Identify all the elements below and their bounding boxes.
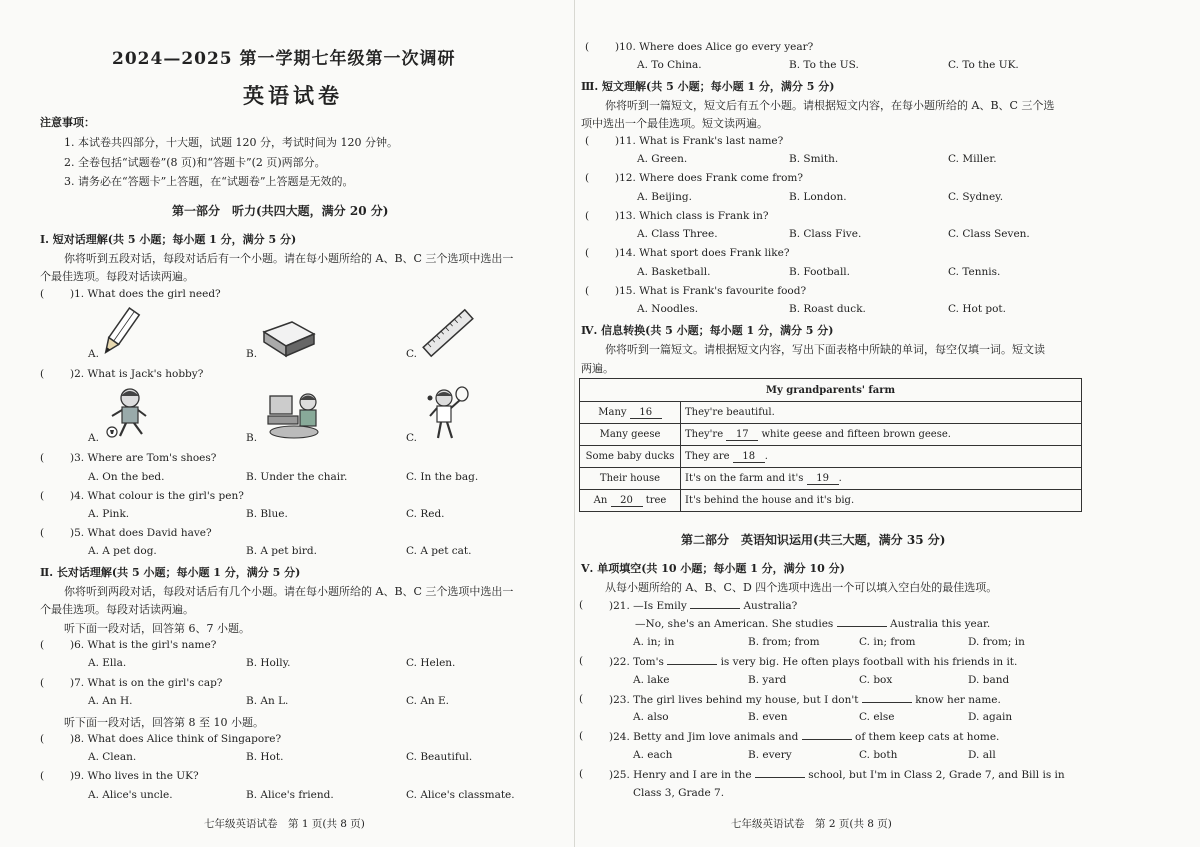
answer-paren[interactable]: (	[40, 452, 45, 464]
question-3: )3. Where are Tom's shoes?	[70, 452, 217, 464]
option-a: A. On the bed.	[88, 471, 165, 483]
option-c: C. Miller.	[948, 153, 997, 165]
question-13: )13. Which class is Frank in?	[615, 210, 769, 222]
exam-title: 2024—2025 第一学期七年级第一次调研	[112, 49, 456, 69]
option-c: C. A pet cat.	[406, 545, 472, 557]
answer-paren[interactable]: (	[585, 247, 590, 259]
answer-paren[interactable]: (	[585, 135, 590, 147]
question-9: )9. Who lives in the UK?	[70, 770, 199, 782]
blank-16[interactable]: 16	[630, 407, 662, 419]
question-1: )1. What does the girl need?	[70, 288, 221, 300]
question-21-text-2-cont: Australia this year.	[889, 618, 991, 630]
blank-line[interactable]	[667, 655, 717, 665]
question-21-text-2: —No, she's an American. She studies	[635, 618, 834, 630]
option-a: A. Class Three.	[637, 228, 718, 240]
row-value: They're beautiful.	[681, 402, 1082, 424]
row-value: They are	[685, 450, 730, 462]
section3-instruction-cont: 项中选出一个最佳选项。短文读两遍。	[581, 117, 768, 130]
question-25-text: )25. Henry and I are in the	[609, 769, 752, 781]
part1-heading: 第一部分 听力(共四大题，满分 20 分)	[172, 204, 389, 218]
right-page	[574, 0, 1200, 847]
option-c: C. both	[859, 749, 898, 761]
question-23-text: )23. The girl lives behind my house, but I don't	[609, 694, 859, 706]
option-a: A. An H.	[88, 695, 133, 707]
option-c: C. in; from	[859, 636, 916, 648]
option-b: B. yard	[748, 674, 787, 686]
row-value: It's on the farm and it's	[685, 472, 804, 484]
section2-sub1: 听下面一段对话，回答第 6、7 小题。	[64, 622, 250, 635]
answer-paren[interactable]: (	[40, 490, 45, 502]
question-21-text-cont: Australia?	[743, 600, 798, 612]
option-a: A. Ella.	[88, 657, 127, 669]
table-row	[580, 424, 1082, 446]
section2-sub2: 听下面一段对话，回答第 8 至 10 小题。	[64, 716, 264, 729]
row-value-cont: white geese and fifteen brown geese.	[761, 428, 951, 440]
option-a: A. Green.	[637, 153, 688, 165]
option-b: B. Blue.	[246, 508, 288, 520]
tennis-boy-icon	[424, 386, 470, 442]
question-25-text-cont: school, but I'm in Class 2, Grade 7, and Bill is in	[808, 769, 1065, 781]
question-24-text-cont: of them keep cats at home.	[855, 731, 1000, 743]
section4-instruction: 你将听到一篇短文。请根据短文内容，写出下面表格中所缺的单词，每空仅填一词。短文读	[605, 343, 1045, 356]
question-12: )12. Where does Frank come from?	[615, 172, 804, 184]
option-b: B. To the US.	[789, 59, 859, 71]
option-c: C. To the UK.	[948, 59, 1019, 71]
question-25	[609, 768, 1065, 781]
option-c: C. Tennis.	[948, 266, 1001, 278]
answer-paren[interactable]: (	[40, 677, 45, 689]
option-b: B. every	[748, 749, 792, 761]
answer-paren[interactable]: (	[579, 768, 584, 780]
option-a: A. To China.	[637, 59, 702, 71]
question-10: )10. Where does Alice go every year?	[615, 41, 814, 53]
row-label: Some baby ducks	[580, 446, 681, 468]
option-b: B. Alice's friend.	[246, 789, 334, 801]
question-22-text-cont: is very big. He often plays football with his friends in it.	[720, 656, 1018, 668]
page-footer: 七年级英语试卷 第 1 页(共 8 页)	[204, 818, 365, 830]
answer-paren[interactable]: (	[40, 770, 45, 782]
option-a: A. Clean.	[88, 751, 137, 763]
option-c: C. Helen.	[406, 657, 456, 669]
option-letter: A.	[88, 432, 99, 444]
question-21	[609, 599, 797, 612]
option-b: B. A pet bird.	[246, 545, 317, 557]
question-21-text: )21. —Is Emily	[609, 600, 687, 612]
option-a: A. Pink.	[88, 508, 130, 520]
blank-line[interactable]	[690, 599, 740, 609]
question-5: )5. What does David have?	[70, 527, 212, 539]
section4-instruction-cont: 两遍。	[581, 362, 614, 375]
note-2: 2. 全卷包括“试题卷”(8 页)和“答题卡”(2 页)两部分。	[64, 156, 326, 169]
option-c: C. Class Seven.	[948, 228, 1030, 240]
option-b: B. Roast duck.	[789, 303, 866, 315]
question-23	[609, 693, 1001, 706]
answer-paren[interactable]: (	[40, 288, 45, 300]
question-14: )14. What sport does Frank like?	[615, 247, 790, 259]
blank-17[interactable]: 17	[726, 429, 758, 441]
option-c: C. In the bag.	[406, 471, 479, 483]
eraser-icon	[258, 318, 318, 358]
section2-heading: Ⅱ. 长对话理解(共 5 小题；每小题 1 分，满分 5 分)	[40, 566, 301, 579]
question-6: )6. What is the girl's name?	[70, 639, 217, 651]
question-24	[609, 730, 999, 743]
row-label: Many geese	[580, 424, 681, 446]
answer-paren[interactable]: (	[585, 210, 590, 222]
blank-line[interactable]	[837, 617, 887, 627]
option-letter: B.	[246, 348, 258, 360]
section1-instruction-cont: 个最佳选项。每段对话读两遍。	[40, 270, 194, 283]
section2-instruction-cont: 个最佳选项。每段对话读两遍。	[40, 603, 194, 616]
option-a: A. Basketball.	[637, 266, 711, 278]
pencil-icon	[98, 305, 142, 359]
answer-paren[interactable]: (	[585, 41, 590, 53]
option-b: B. An L.	[246, 695, 289, 707]
option-a: A. in; in	[633, 636, 675, 648]
exam-subtitle: 英语试卷	[243, 83, 343, 108]
option-b: B. Hot.	[246, 751, 284, 763]
row-label: Their house	[580, 468, 681, 490]
option-a: A. also	[633, 711, 669, 723]
page-footer: 七年级英语试卷 第 2 页(共 8 页)	[731, 818, 892, 830]
option-a: A. each	[633, 749, 673, 761]
option-c: C. else	[859, 711, 895, 723]
option-letter: C.	[406, 432, 417, 444]
answer-paren[interactable]: (	[40, 527, 45, 539]
blank-line[interactable]	[862, 693, 912, 703]
row-value: They're	[685, 428, 724, 440]
answer-paren[interactable]: (	[579, 599, 584, 611]
ruler-icon	[418, 305, 478, 361]
row-label: An	[593, 494, 608, 506]
section1-instruction: 你将听到五段对话，每段对话后有一个小题。请在每小题所给的 A、B、C 三个选项中选出一	[64, 252, 514, 265]
question-22	[609, 655, 1017, 668]
option-letter: A.	[88, 348, 99, 360]
table-row	[580, 402, 1082, 424]
question-4: )4. What colour is the girl's pen?	[70, 490, 244, 502]
table-row	[580, 490, 1082, 512]
option-b: B. even	[748, 711, 788, 723]
section2-instruction: 你将听到两段对话，每段对话后有几个小题。请在每小题所给的 A、B、C 三个选项中选出一	[64, 585, 514, 598]
answer-paren[interactable]: (	[579, 693, 584, 705]
question-25-line2: Class 3, Grade 7.	[633, 787, 725, 799]
row-value-cont: .	[764, 450, 768, 462]
note-1: 1. 本试卷共四部分，十大题，试题 120 分，考试时间为 120 分钟。	[64, 136, 398, 149]
table-title: My grandparents' farm	[580, 379, 1082, 402]
question-11: )11. What is Frank's last name?	[615, 135, 784, 147]
option-c: C. An E.	[406, 695, 450, 707]
question-21-line2	[635, 617, 990, 630]
blank-19[interactable]: 19	[807, 473, 839, 485]
section1-heading: Ⅰ. 短对话理解(共 5 小题；每小题 1 分，满分 5 分)	[40, 233, 297, 246]
option-c: C. box	[859, 674, 893, 686]
option-letter: C.	[406, 348, 417, 360]
section5-instruction: 从每小题所给的 A、B、C、D 四个选项中选出一个可以填入空白处的最佳选项。	[605, 581, 998, 594]
answer-paren[interactable]: (	[585, 172, 590, 184]
table-row	[580, 468, 1082, 490]
question-22-text: )22. Tom's	[609, 656, 664, 668]
answer-paren[interactable]: (	[579, 655, 584, 667]
table-row	[580, 446, 1082, 468]
row-value-cont: .	[838, 472, 842, 484]
option-d: D. band	[968, 674, 1010, 686]
option-c: C. Alice's classmate.	[406, 789, 515, 801]
part2-heading: 第二部分 英语知识运用(共三大题，满分 35 分)	[681, 533, 946, 547]
row-value: It's behind the house and it's big.	[681, 490, 1082, 512]
option-b: B. Holly.	[246, 657, 291, 669]
section4-heading: Ⅳ. 信息转换(共 5 小题；每小题 1 分，满分 5 分)	[581, 324, 834, 337]
option-a: A. lake	[633, 674, 670, 686]
question-2: )2. What is Jack's hobby?	[70, 368, 204, 380]
option-c: C. Beautiful.	[406, 751, 473, 763]
row-label-cont: tree	[645, 494, 667, 506]
option-c: C. Hot pot.	[948, 303, 1006, 315]
blank-line[interactable]	[802, 730, 852, 740]
option-a: A. A pet dog.	[88, 545, 157, 557]
answer-paren[interactable]: (	[40, 639, 45, 651]
option-b: B. Under the chair.	[246, 471, 348, 483]
answer-paren[interactable]: (	[40, 368, 45, 380]
question-23-text-cont: know her name.	[915, 694, 1001, 706]
note-3: 3. 请务必在“答题卡”上答题，在“试题卷”上答题是无效的。	[64, 175, 354, 188]
question-7: )7. What is on the girl's cap?	[70, 677, 223, 689]
option-a: A. Alice's uncle.	[88, 789, 173, 801]
answer-paren[interactable]: (	[579, 730, 584, 742]
option-b: B. Smith.	[789, 153, 839, 165]
section3-instruction: 你将听到一篇短文，短文后有五个小题。请根据短文内容，在每小题所给的 A、B、C 三个选	[605, 99, 1055, 112]
left-page	[0, 0, 574, 847]
answer-paren[interactable]: (	[585, 285, 590, 297]
answer-paren[interactable]: (	[40, 733, 45, 745]
blank-18[interactable]: 18	[733, 451, 765, 463]
row-label: Many	[598, 406, 627, 418]
option-a: A. Noodles.	[637, 303, 699, 315]
notes-header: 注意事项：	[40, 116, 95, 129]
option-c: C. Sydney.	[948, 191, 1004, 203]
blank-20[interactable]: 20	[611, 495, 643, 507]
option-d: D. again	[968, 711, 1013, 723]
info-table	[579, 378, 1082, 512]
section5-heading: Ⅴ. 单项填空(共 10 小题；每小题 1 分，满分 10 分)	[581, 562, 845, 575]
option-b: B. London.	[789, 191, 847, 203]
question-15: )15. What is Frank's favourite food?	[615, 285, 807, 297]
football-boy-icon	[104, 386, 152, 442]
section3-heading: Ⅲ. 短文理解(共 5 小题；每小题 1 分，满分 5 分)	[581, 80, 835, 93]
option-letter: B.	[246, 432, 258, 444]
option-b: B. Class Five.	[789, 228, 862, 240]
option-b: B. Football.	[789, 266, 851, 278]
option-d: D. all	[968, 749, 996, 761]
option-b: B. from; from	[748, 636, 820, 648]
question-24-text: )24. Betty and Jim love animals and	[609, 731, 799, 743]
question-8: )8. What does Alice think of Singapore?	[70, 733, 282, 745]
computer-game-icon	[264, 386, 326, 442]
option-c: C. Red.	[406, 508, 445, 520]
option-d: D. from; in	[968, 636, 1025, 648]
blank-line[interactable]	[755, 768, 805, 778]
option-a: A. Beijing.	[637, 191, 692, 203]
